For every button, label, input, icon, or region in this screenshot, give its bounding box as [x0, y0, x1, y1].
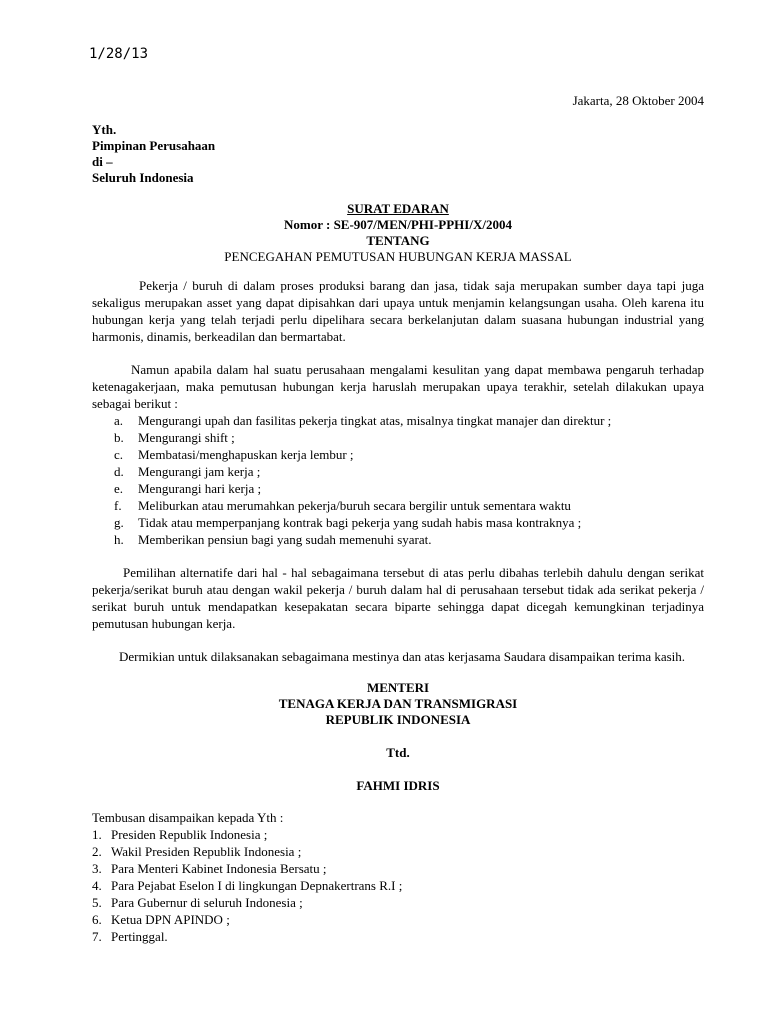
- list-marker: c.: [114, 447, 124, 462]
- list-marker: f.: [114, 498, 122, 513]
- list-item-text: Presiden Republik Indonesia ;: [111, 827, 268, 842]
- list-item: [92, 412, 704, 429]
- list-item: [92, 446, 704, 463]
- addressee-block: [92, 122, 704, 186]
- cc-intro: Tembusan disampaikan kepada Yth :: [92, 810, 284, 825]
- signatory-name: FAHMI IDRIS: [356, 778, 440, 793]
- list-item-text: Tidak atau memperpanjang kontrak bagi pekerja yang sudah habis masa kontraknya ;: [138, 515, 582, 530]
- paragraph-closing: Dermikian untuk dilaksanakan sebagaimana mestinya dan atas kerjasama Saudara disampaikan terima kasih.: [119, 649, 686, 664]
- list-item: [92, 514, 704, 531]
- list-marker: a.: [114, 413, 124, 428]
- list-marker: 6.: [92, 912, 102, 927]
- list-item: [92, 877, 704, 894]
- list-item: [92, 911, 704, 928]
- addressee-line: di –: [92, 154, 113, 169]
- list-marker: h.: [114, 532, 124, 547]
- list-item: [92, 826, 704, 843]
- list-item-text: Mengurangi shift ;: [138, 430, 235, 445]
- list-marker: e.: [114, 481, 124, 496]
- paragraph-intro: Pekerja / buruh di dalam proses produksi barang dan jasa, tidak saja merupakan sumber daya tapi juga sekaligus merupakan asset yang dapat dipisahkan dari upaya untuk menjamin kelangsungan usaha. Oleh karena itu hubungan kerja yang telah terjadi perlu dipelihara secara berkelanjutan dalam suasana hubungan industrial yang harmonis, dinamis, berkeadilan dan bermartabat.: [92, 278, 704, 344]
- list-item-text: Mengurangi jam kerja ;: [138, 464, 261, 479]
- list-marker: g.: [114, 515, 124, 530]
- list-marker: 4.: [92, 878, 102, 893]
- circular-subject: PENCEGAHAN PEMUTUSAN HUBUNGAN KERJA MASSAL: [224, 249, 572, 264]
- list-item-text: Mengurangi upah dan fasilitas pekerja tingkat atas, misalnya tingkat manajer dan direktur ;: [138, 413, 612, 428]
- list-marker: d.: [114, 464, 124, 479]
- list-item: [92, 463, 704, 480]
- list-item: [92, 894, 704, 911]
- circular-about-label: TENTANG: [366, 233, 430, 248]
- list-item: [92, 928, 704, 945]
- list-marker: 5.: [92, 895, 102, 910]
- list-item-text: Meliburkan atau merumahkan pekerja/buruh secara bergilir untuk sementara waktu: [138, 498, 571, 513]
- list-item-text: Ketua DPN APINDO ;: [111, 912, 230, 927]
- list-item-text: Mengurangi hari kerja ;: [138, 481, 262, 496]
- list-item: [92, 531, 704, 548]
- signature-block: [92, 680, 704, 794]
- list-item-text: Membatasi/menghapuskan kerja lembur ;: [138, 447, 354, 462]
- list-item-text: Para Pejabat Eselon I di lingkungan Depnakertrans R.I ;: [111, 878, 403, 893]
- signature-title: MENTERI: [366, 680, 430, 695]
- list-marker: b.: [114, 430, 124, 445]
- paragraph-alternatives: Pemilihan alternatife dari hal - hal sebagaimana tersebut di atas perlu dibahas terlebih dahulu dengan serikat pekerja/serikat buruh atau dengan wakil pekerja / buruh dalam hal di perusahaan tersebut tidak ada serikat pekerja / serikat buruh untuk mendapatkan kesepakatan secara biparte sehingga dapat dicegah kemungkinan terjadinya pemutusan hubungan kerja.: [92, 565, 704, 631]
- list-item-text: Pertinggal.: [111, 929, 168, 944]
- signature-country: REPUBLIK INDONESIA: [325, 712, 471, 727]
- signature-signed-mark: Ttd.: [386, 745, 410, 760]
- cc-list: [92, 826, 704, 945]
- list-item: [92, 860, 704, 877]
- addressee-line: Pimpinan Perusahaan: [92, 138, 216, 153]
- list-marker: 3.: [92, 861, 102, 876]
- list-marker: 1.: [92, 827, 102, 842]
- letter-body: [92, 92, 704, 945]
- list-marker: 2.: [92, 844, 102, 859]
- list-item-text: Memberikan pensiun bagi yang sudah memenuhi syarat.: [138, 532, 432, 547]
- list-item-text: Wakil Presiden Republik Indonesia ;: [111, 844, 302, 859]
- page-date-header: 1/28/13: [89, 46, 149, 62]
- measures-list: [92, 412, 704, 548]
- list-item: [92, 497, 704, 514]
- addressee-line: Seluruh Indonesia: [92, 170, 194, 185]
- signature-ministry: TENAGA KERJA DAN TRANSMIGRASI: [278, 696, 518, 711]
- circular-heading: [92, 201, 704, 265]
- list-item: [92, 843, 704, 860]
- addressee-line: Yth.: [92, 122, 117, 137]
- list-item: [92, 480, 704, 497]
- list-item: [92, 429, 704, 446]
- place-and-date: Jakarta, 28 Oktober 2004: [572, 93, 704, 108]
- paragraph-conditions: Namun apabila dalam hal suatu perusahaan mengalami kesulitan yang dapat membawa pengaruh terhadap ketenagakerjaan, maka pemutusan hubungan kerja haruslah merupakan upaya terakhir, setelah dilakukan upaya sebagai berikut :: [92, 362, 704, 411]
- circular-number: Nomor : SE-907/MEN/PHI-PPHI/X/2004: [284, 217, 512, 232]
- list-item-text: Para Gubernur di seluruh Indonesia ;: [111, 895, 303, 910]
- circular-title: SURAT EDARAN: [347, 201, 449, 216]
- list-marker: 7.: [92, 929, 102, 944]
- list-item-text: Para Menteri Kabinet Indonesia Bersatu ;: [111, 861, 327, 876]
